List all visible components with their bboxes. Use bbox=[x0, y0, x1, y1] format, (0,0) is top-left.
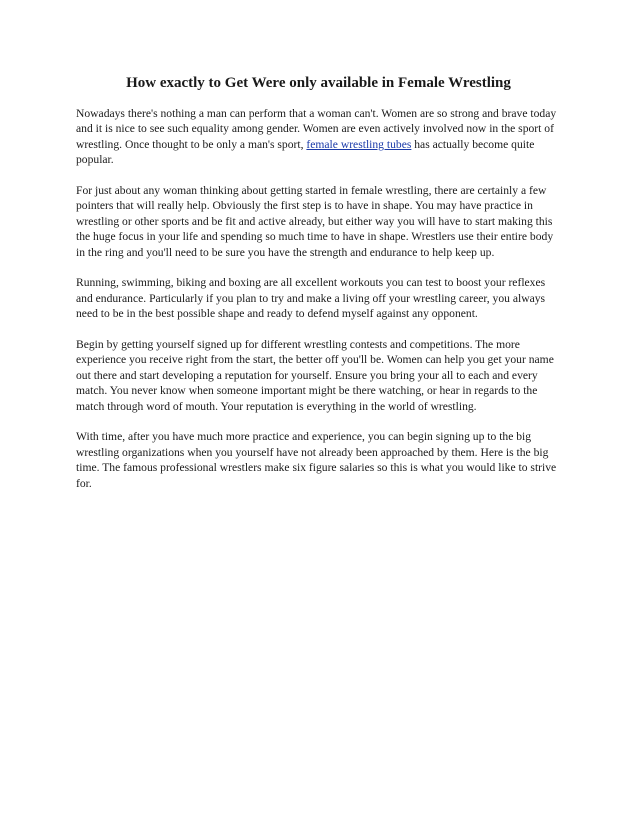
paragraph-2: For just about any woman thinking about getting started in female wrestling, there are certainly a few pointers that will really help. Obviously the first step is to have in shape. You may have practice in wrestling or other sports and be fit and active already, but either way you will have to start making this the huge focus in your life and spending so much time to have in shape. Wrestlers use their entire body in the ring and you'll need to be sure you have the strength and endurance to help keep up. bbox=[76, 184, 554, 259]
paragraph-1 bbox=[76, 106, 561, 168]
paragraph-3: Running, swimming, biking and boxing are all excellent workouts you can test to boost your reflexes and endurance. Particularly if you plan to try and make a living off your wrestling career, you always need to be in the best possible shape and ready to defend myself against any opponent. bbox=[76, 276, 546, 321]
paragraph-5: With time, after you have much more practice and experience, you can begin signing up to the big wrestling organizations when you yourself have not already been approached by them. Here is the big time. The famous professional wrestlers make six figure salaries so this is what you would like to strive for. bbox=[76, 430, 557, 490]
document-title: How exactly to Get Were only available in Female Wrestling bbox=[126, 75, 511, 91]
paragraph-4: Begin by getting yourself signed up for different wrestling contests and competitions. The more experience you receive right from the start, the better off you'll be. Women can help you get your name out there and start developing a reputation for yourself. Ensure you bring your all to each and every match. You never know when someone important might be there watching, or hear in regards to the match through word of mouth. Your reputation is everything in the world of wrestling. bbox=[76, 338, 554, 413]
paragraph-1-text-before: Nowadays there's nothing a man can perform that a woman can't. Women are so strong and brave today and it is nice to see such equality among gender. Women are even actively involved now in the sport of wrestling. Once thought to be only a man's sport, bbox=[76, 107, 557, 151]
paragraph-1-text-after: has actually become quite popular. bbox=[76, 137, 535, 167]
female-wrestling-tubes-link[interactable]: female wrestling tubes bbox=[306, 137, 412, 151]
